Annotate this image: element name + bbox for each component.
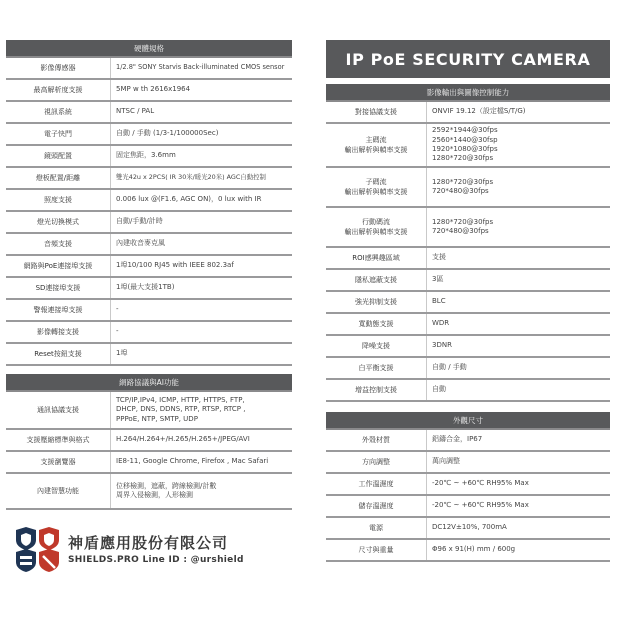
spec-row xyxy=(6,146,292,168)
spec-label: 支援瀏覽器 xyxy=(6,452,110,472)
page-title: IP PoE SECURITY CAMERA xyxy=(326,40,610,78)
spec-label: 工作溫濕度 xyxy=(326,474,426,494)
company-name: 神盾應用股份有限公司 xyxy=(68,534,229,552)
appearance-spec-table xyxy=(326,430,610,562)
spec-row xyxy=(326,336,610,358)
spec-value: 自動 / 手動 (1/3-1/100000Sec) xyxy=(110,124,292,144)
company-tagline: SHIELDS.PRO Line ID : @urshield xyxy=(68,555,244,565)
spec-label: 隱私遮蔽支援 xyxy=(326,270,426,290)
spec-value: 1埠(最大支援1TB) xyxy=(110,278,292,298)
spec-row xyxy=(6,256,292,278)
spec-label: 降噪支援 xyxy=(326,336,426,356)
spec-row xyxy=(326,248,610,270)
spec-label: SD連接埠支援 xyxy=(6,278,110,298)
spec-label xyxy=(326,208,426,246)
spec-row xyxy=(326,540,610,562)
spec-label: 通訊協議支援 xyxy=(6,392,110,428)
spec-row xyxy=(6,474,292,510)
spec-label: 電源 xyxy=(326,518,426,538)
spec-row xyxy=(326,124,610,168)
spec-label: 燈光切換模式 xyxy=(6,212,110,232)
spec-value-line: 720*480@30fps xyxy=(432,227,489,235)
spec-row xyxy=(6,168,292,190)
spec-label: 警報連接埠支援 xyxy=(6,300,110,320)
spec-label: 影像傳感器 xyxy=(6,58,110,78)
spec-value: 內建收音麥克風 xyxy=(110,234,292,254)
spec-value: -20℃ ~ +60℃ RH95% Max xyxy=(426,474,610,494)
spec-value: 自動/手動/計時 xyxy=(110,212,292,232)
section-header-video-output: 影像輸出與圖像控制能力 xyxy=(326,84,610,102)
spec-row xyxy=(326,380,610,402)
left-column xyxy=(6,40,292,510)
spec-label: 對接協議支援 xyxy=(326,102,426,122)
spec-value: DC12V±10%, 700mA xyxy=(426,518,610,538)
spec-value-line: 1280*720@30fps xyxy=(432,154,494,163)
spec-value: 5MP w th 2616x1964 xyxy=(110,80,292,100)
spec-value: WDR xyxy=(426,314,610,334)
spec-label: 外殼材質 xyxy=(326,430,426,450)
spec-label: 音頻支援 xyxy=(6,234,110,254)
spec-value-line: 1920*1080@30fps xyxy=(432,145,498,153)
spec-label: 照度支援 xyxy=(6,190,110,210)
spec-value-line: 1280*720@30fps xyxy=(432,177,494,186)
spec-value: 支援 xyxy=(426,248,610,268)
network-spec-table xyxy=(6,392,292,510)
spec-row xyxy=(6,278,292,300)
spec-value: Φ96 x 91(H) mm / 600g xyxy=(426,540,610,560)
spec-label: 鏡頭配置 xyxy=(6,146,110,166)
spec-row xyxy=(6,102,292,124)
spec-row xyxy=(6,190,292,212)
section-header-appearance: 外觀尺寸 xyxy=(326,412,610,430)
spec-label: Reset按鈕支援 xyxy=(6,344,110,364)
spec-value: 1/2.8" SONY Starvis Back-illuminated CMOS sensor xyxy=(110,58,292,78)
spec-value: - xyxy=(110,322,292,342)
right-column xyxy=(326,84,610,562)
spec-row xyxy=(326,518,610,540)
hardware-spec-table xyxy=(6,58,292,366)
spec-value: - xyxy=(110,300,292,320)
spec-label-line: 輸出解析與幀率支援 xyxy=(344,146,408,154)
spec-label: 白平衡支援 xyxy=(326,358,426,378)
spec-label: 儲存溫濕度 xyxy=(326,496,426,516)
spec-row xyxy=(6,392,292,430)
spec-value-line: 位移檢測，遮蔽，跨線檢測/計數 xyxy=(116,481,217,490)
spec-value-line: 1280*720@30fps xyxy=(432,217,494,226)
spec-row xyxy=(326,208,610,248)
spec-row xyxy=(6,124,292,146)
spec-row xyxy=(6,80,292,102)
spec-label: 燈板配置/距離 xyxy=(6,168,110,188)
spec-label: 方向調整 xyxy=(326,452,426,472)
spec-label: 電子快門 xyxy=(6,124,110,144)
spec-value-line: DHCP, DNS, DDNS, RTP, RTSP, RTCP , xyxy=(116,405,246,414)
spec-value: 自動 xyxy=(426,380,610,400)
spec-value: 3區 xyxy=(426,270,610,290)
spec-row xyxy=(326,292,610,314)
spec-value: 雙光42u x 2PCS( IR 30米/暖光20米) AGC自動控制 xyxy=(110,168,292,188)
spec-value: 固定焦距，3.6mm xyxy=(110,146,292,166)
spec-label: 網路與PoE連接埠支援 xyxy=(6,256,110,276)
spec-label: 視訊系統 xyxy=(6,102,110,122)
spec-label: 增益控制支援 xyxy=(326,380,426,400)
spec-row xyxy=(6,430,292,452)
spec-value: NTSC / PAL xyxy=(110,102,292,122)
spec-row xyxy=(6,344,292,366)
spec-row xyxy=(326,168,610,208)
spec-row xyxy=(6,212,292,234)
spec-label: 強光抑制支援 xyxy=(326,292,426,312)
spec-row xyxy=(6,452,292,474)
spec-label: ROI感興趣區域 xyxy=(326,248,426,268)
spec-row xyxy=(326,314,610,336)
spec-row xyxy=(326,452,610,474)
section-header-network-ai: 網路協議與AI功能 xyxy=(6,374,292,392)
spec-label: 尺寸與重量 xyxy=(326,540,426,560)
spec-value: BLC xyxy=(426,292,610,312)
spec-value-line: PPPoE, NTP, SMTP, UDP xyxy=(116,414,198,423)
spec-row xyxy=(326,430,610,452)
spec-value-line: 周界入侵檢測，人形檢測 xyxy=(116,491,193,499)
spec-label-line: 子碼流 xyxy=(365,178,387,186)
spec-label-line: 主碼流 xyxy=(365,136,387,144)
spec-row xyxy=(6,234,292,256)
spec-row xyxy=(6,322,292,344)
spec-row xyxy=(6,300,292,322)
company-logo xyxy=(12,526,252,572)
video-spec-table xyxy=(326,102,610,402)
spec-value xyxy=(426,124,610,166)
spec-value: 萬向調整 xyxy=(426,452,610,472)
spec-label: 支援壓縮標準與格式 xyxy=(6,430,110,450)
spec-row xyxy=(326,358,610,380)
spec-value xyxy=(426,208,610,246)
spec-value-line: 2560*1440@30fsp xyxy=(432,135,498,144)
spec-value: 0.006 lux @(F1.6, AGC ON)，0 lux with IR xyxy=(110,190,292,210)
spec-value-line: TCP/IP,IPv4, ICMP, HTTP, HTTPS, FTP, xyxy=(116,395,245,404)
spec-label: 影像轉接支援 xyxy=(6,322,110,342)
spec-label: 寬動態支援 xyxy=(326,314,426,334)
spec-label xyxy=(326,168,426,206)
spec-label: 內建智慧功能 xyxy=(6,474,110,508)
section-header-hardware: 硬體規格 xyxy=(6,40,292,58)
spec-row xyxy=(326,270,610,292)
spec-row xyxy=(6,58,292,80)
spec-value: 1埠10/100 RJ45 with IEEE 802.3af xyxy=(110,256,292,276)
spec-value xyxy=(110,474,292,508)
shield-logo-icon xyxy=(12,526,62,572)
spec-value: 1埠 xyxy=(110,344,292,364)
spec-row xyxy=(326,496,610,518)
spec-value xyxy=(110,392,292,428)
spec-row xyxy=(326,474,610,496)
spec-value-line: 2592*1944@30fps xyxy=(432,126,498,135)
spec-value: ONVIF 19.12（設定檔S/T/G) xyxy=(426,102,610,122)
spec-label-line: 行動碼流 xyxy=(362,218,390,226)
spec-row xyxy=(326,102,610,124)
spec-value-line: 720*480@30fps xyxy=(432,187,489,195)
spec-label-line: 輸出解析與幀率支援 xyxy=(344,228,408,236)
spec-label: 最高解析度支援 xyxy=(6,80,110,100)
spec-value: IE8-11, Google Chrome, Firefox , Mac Safari xyxy=(110,452,292,472)
spec-value: -20℃ ~ +60℃ RH95% Max xyxy=(426,496,610,516)
spec-label xyxy=(326,124,426,166)
spec-value xyxy=(426,168,610,206)
spec-label-line: 輸出解析與幀率支援 xyxy=(344,188,408,196)
spec-value: 自動 / 手動 xyxy=(426,358,610,378)
spec-value: 鋁鑄合金，IP67 xyxy=(426,430,610,450)
spec-value: 3DNR xyxy=(426,336,610,356)
spec-value: H.264/H.264+/H.265/H.265+/JPEG/AVI xyxy=(110,430,292,450)
